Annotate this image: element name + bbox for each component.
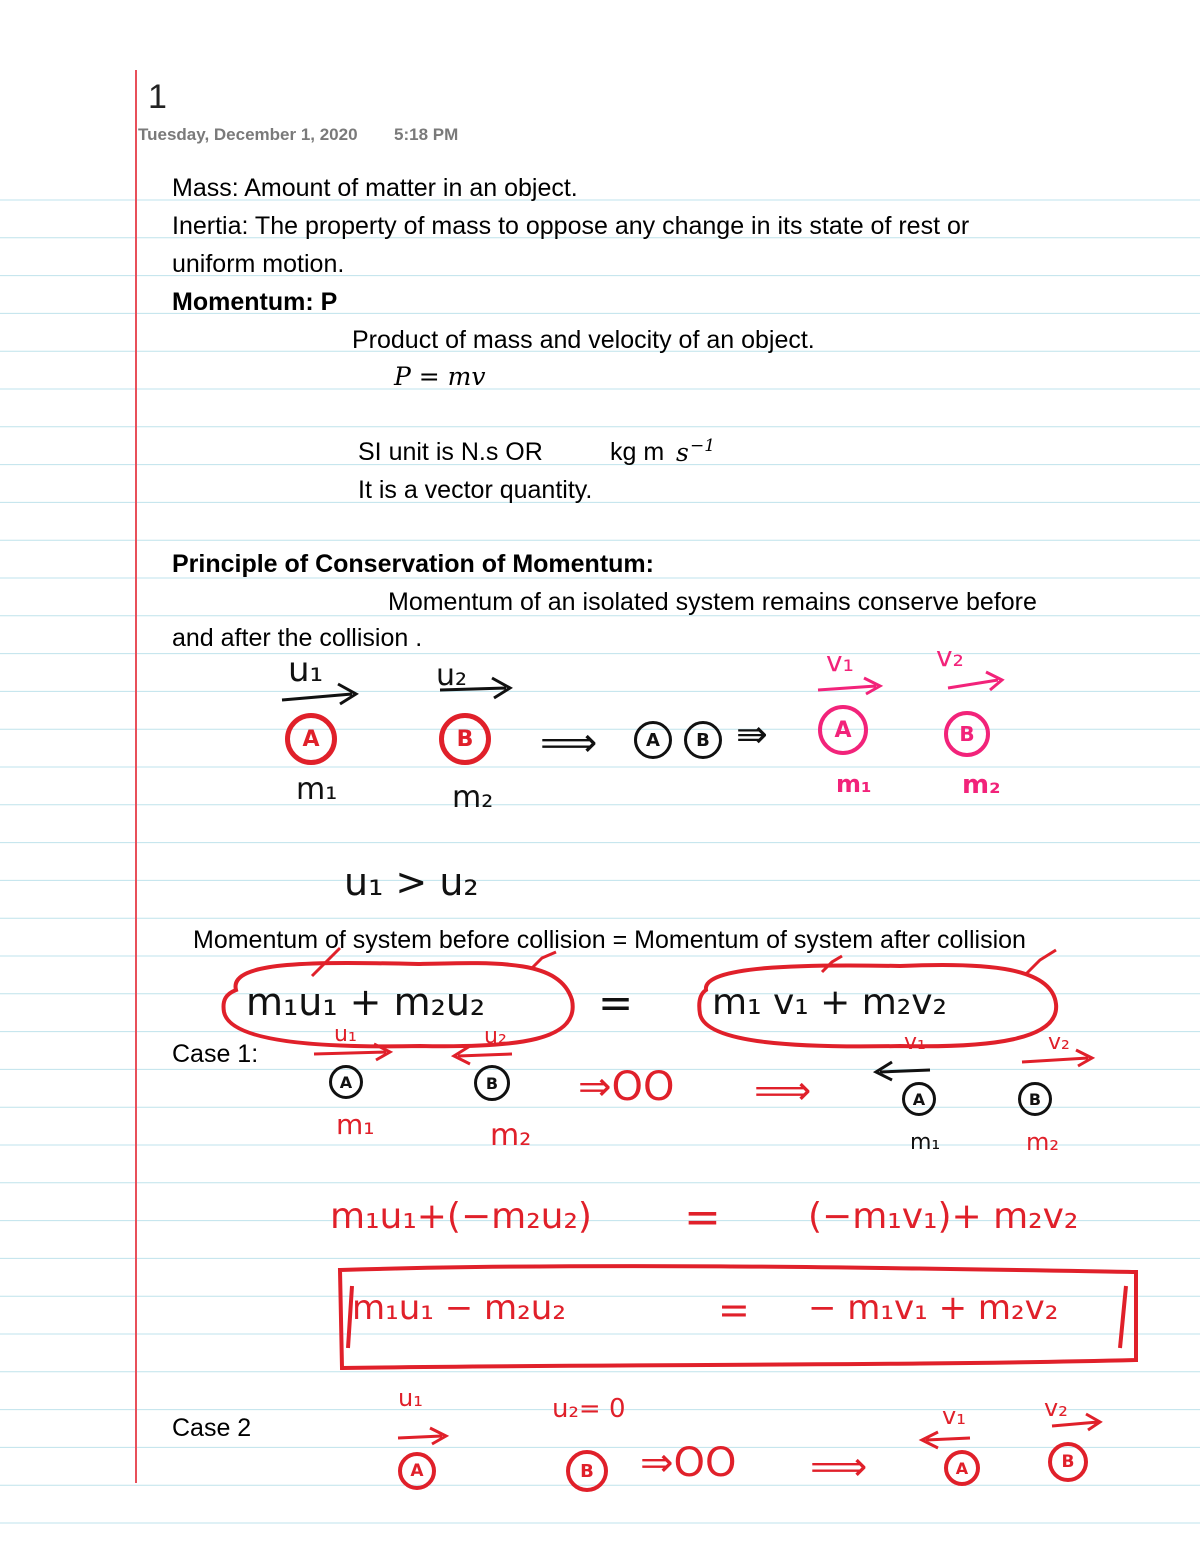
hw-eq-left: m₁u₁ + m₂u₂ — [246, 980, 486, 1024]
c2-u2: u₂= 0 — [552, 1394, 626, 1424]
hw-arrow-2: ⇛ — [736, 712, 768, 756]
ball-a-combined: A — [634, 721, 672, 759]
principle-line1: Momentum of an isolated system remains conserve before — [388, 588, 1037, 616]
c1-u1: u₁ — [334, 1022, 357, 1047]
hw-m1-after: m₁ — [836, 770, 872, 798]
si-unit-kg: kg m — [610, 438, 665, 466]
inertia-definition-line1: Inertia: The property of mass to oppose any change in its state of rest or — [172, 212, 970, 240]
hw-arrow-1: ⟹ — [540, 720, 598, 766]
c1-m2: m₂ — [490, 1118, 532, 1153]
momentum-formula: P = mv — [394, 362, 486, 391]
c1-ball-b-after: B — [1018, 1082, 1052, 1116]
c1-eq2-left: m₁u₁ − m₂u₂ — [352, 1288, 566, 1328]
hw-m2: m₂ — [452, 780, 494, 815]
c1-arrow: ⟹ — [754, 1068, 812, 1114]
ball-a-before: A — [285, 713, 337, 765]
c1-ball-a-before: A — [329, 1065, 363, 1099]
hw-v1: v₁ — [826, 645, 854, 678]
c2-ball-b-before: B — [566, 1450, 608, 1492]
case2-label: Case 2 — [172, 1414, 252, 1442]
hw-eq-equals: = — [598, 978, 634, 1027]
hw-m2-after: m₂ — [962, 770, 1001, 800]
hw-u2: u₂ — [436, 658, 468, 693]
momentum-definition: Product of mass and velocity of an object. — [352, 326, 815, 354]
c2-ball-b-after: B — [1048, 1442, 1088, 1482]
ball-a-after: A — [818, 705, 868, 755]
c1-m1-after: m₁ — [910, 1130, 941, 1155]
c2-merge: ⇒OO — [640, 1440, 737, 1486]
si-unit-s: s — [676, 438, 689, 467]
mass-definition: Mass: Amount of matter in an object. — [172, 174, 578, 202]
c1-v1: v₁ — [904, 1030, 926, 1055]
ball-b-combined: B — [684, 721, 722, 759]
c2-u1: u₁ — [398, 1384, 423, 1412]
c2-arrow: ⟹ — [810, 1444, 868, 1490]
c1-ball-b-before: B — [474, 1065, 510, 1101]
c1-eq2-right: − m₁v₁ + m₂v₂ — [808, 1288, 1059, 1328]
vector-quantity: It is a vector quantity. — [358, 476, 593, 504]
principle-line2: and after the collision . — [172, 624, 423, 652]
principle-heading: Principle of Conservation of Momentum: — [172, 550, 654, 578]
case1-label: Case 1: — [172, 1040, 259, 1068]
c2-ball-a-after: A — [944, 1450, 980, 1486]
c2-ball-a-before: A — [398, 1452, 436, 1490]
inertia-definition-line2: uniform motion. — [172, 250, 345, 278]
c1-m2-after: m₂ — [1026, 1128, 1059, 1156]
ball-b-after: B — [944, 711, 990, 757]
ball-b-before: B — [439, 713, 491, 765]
c1-m1: m₁ — [336, 1108, 375, 1141]
c1-v2: v₂ — [1048, 1030, 1070, 1055]
hw-u1: u₁ — [288, 650, 324, 690]
c1-eq1-equals: = — [684, 1192, 721, 1243]
page-number: 1 — [148, 78, 167, 116]
c1-u2: u₂ — [484, 1024, 507, 1049]
momentum-heading: Momentum: P — [172, 288, 338, 316]
c1-eq1-left: m₁u₁+(−m₂u₂) — [330, 1196, 592, 1237]
c1-ball-a-after: A — [902, 1082, 936, 1116]
hw-eq-right: m₁ v₁ + m₂v₂ — [712, 982, 947, 1023]
c2-v2: v₂ — [1044, 1394, 1068, 1422]
hw-m1: m₁ — [296, 772, 338, 807]
c1-eq2-equals: = — [718, 1288, 750, 1332]
hw-v2: v₂ — [936, 640, 964, 673]
c1-eq1-right: (−m₁v₁)+ m₂v₂ — [808, 1196, 1079, 1237]
si-unit-exponent: −1 — [690, 436, 716, 456]
momentum-equation: Momentum of system before collision = Momentum of system after collision — [193, 926, 1026, 954]
page-time: 5:18 PM — [394, 125, 459, 144]
c1-merge: ⇒OO — [578, 1064, 675, 1110]
c2-v1: v₁ — [942, 1402, 966, 1430]
page-date: Tuesday, December 1, 2020 — [138, 125, 358, 144]
si-unit: SI unit is N.s OR — [358, 438, 543, 466]
hw-inequality: u₁ > u₂ — [344, 860, 479, 904]
